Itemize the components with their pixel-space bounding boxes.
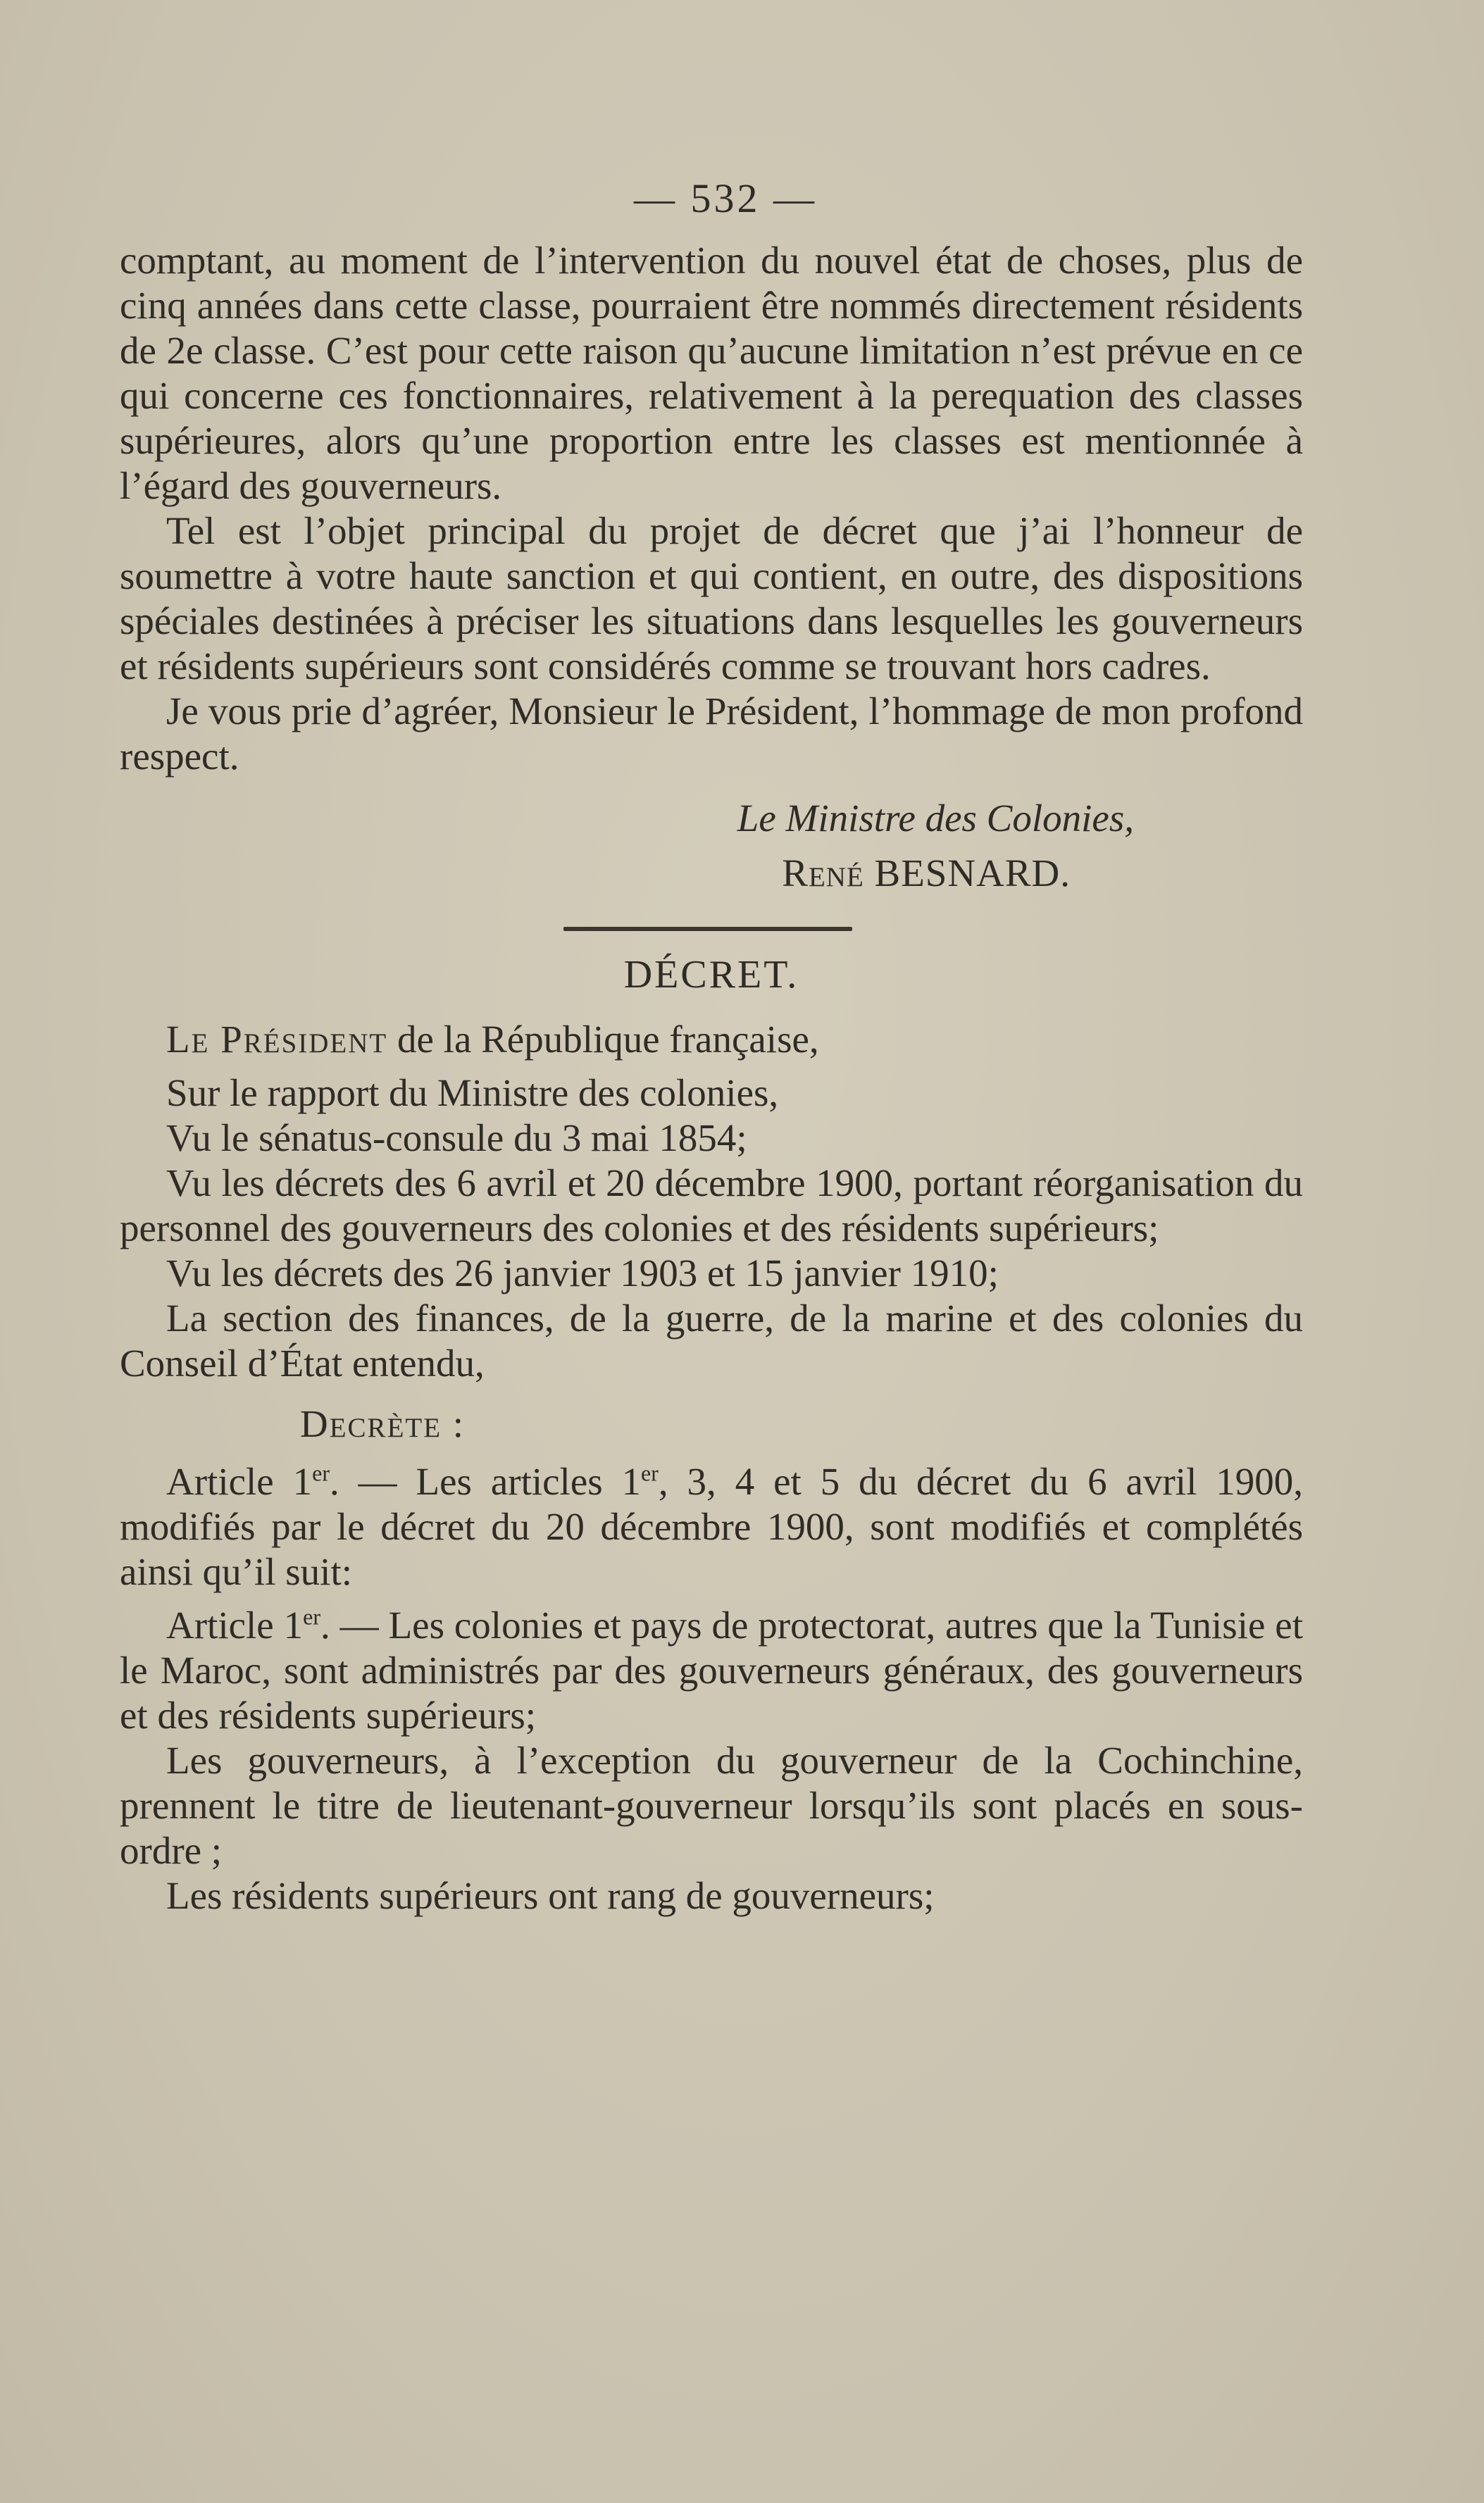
inner-article-sup: er xyxy=(303,1604,320,1630)
article-1-label: Article 1 xyxy=(166,1460,313,1503)
page-number: — 532 — xyxy=(634,175,817,221)
letter-paragraph-2: Tel est l’objet principal du projet de décret que j’ai l’honneur de soumettre à votre haute sanction et qui contient, en outre, des dispositions spéciales destinées à préciser les situations dans lesquelles les gouverneurs et résidents supérieurs sont considérés comme se trouvant hors cadres. xyxy=(120,509,1303,687)
article-1-text: , 3, 4 et 5 du décret du 6 avril 1900, modifiés par le décret du 20 décembre 1900, sont modifiés et complétés ainsi qu’il suit: xyxy=(120,1460,1303,1593)
considerant-5: La section des finances, de la guerre, de la marine et des colonies du Conseil d’État entendu, xyxy=(120,1297,1303,1385)
letter-paragraph-3: Je vous prie d’agréer, Monsieur le Président, l’hommage de mon profond respect. xyxy=(120,689,1303,778)
inner-article-1 xyxy=(120,1603,1303,1738)
considerant-1: Sur le rapport du Ministre des colonies, xyxy=(166,1071,779,1114)
considerant-2: Vu le sénatus-consule du 3 mai 1854; xyxy=(166,1116,747,1159)
considerant-3: Vu les décrets des 6 avril et 20 décembre 1900, portant réorganisation du personnel des gouverneurs des colonies et des résidents supérieurs; xyxy=(120,1161,1303,1249)
article-1-sup2: er xyxy=(641,1460,659,1486)
signature-title: Le Ministre des Colonies, xyxy=(737,797,1134,839)
signature-name: René BESNARD. xyxy=(782,851,1071,894)
paragraph-residents: Les résidents supérieurs ont rang de gouverneurs; xyxy=(166,1874,935,1917)
inner-article-label: Article 1 xyxy=(166,1604,304,1647)
divider-rule xyxy=(563,927,852,931)
president-rest: de la République française, xyxy=(387,1018,819,1061)
paragraph-gouverneurs: Les gouverneurs, à l’exception du gouverneur de la Cochinchine, prennent le titre de lieutenant-gouverneur lorsqu’ils sont placés en sous-ordre ; xyxy=(120,1739,1303,1872)
article-1-mid: . — Les articles 1 xyxy=(329,1460,642,1503)
president-label: Le Président xyxy=(166,1018,388,1061)
inner-article-text: . — Les colonies et pays de protectorat, autres que la Tunisie et le Maroc, sont administrés par des gouverneurs généraux, des gouverneurs et des résidents supérieurs; xyxy=(120,1604,1303,1737)
letter-paragraph-1: comptant, au moment de l’intervention du nouvel état de choses, plus de cinq années dans cette classe, pourraient être nommés directement résidents de 2e classe. C’est pour cette raison qu’aucune limitation n’est prévue en ce qui concerne ces fonctionnaires, relativement à la perequation des classes supérieures, alors qu’une proportion entre les classes est mentionnée à l’égard des gouverneurs. xyxy=(120,239,1303,507)
article-1 xyxy=(120,1459,1303,1594)
article-1-sup: er xyxy=(312,1460,330,1486)
decrete-label: Decrète : xyxy=(300,1402,466,1445)
decree-title: DÉCRET. xyxy=(623,953,799,997)
text-block xyxy=(120,176,1303,1918)
decree-president xyxy=(120,1017,1303,1062)
considerant-4: Vu les décrets des 26 janvier 1903 et 15 janvier 1910; xyxy=(166,1252,999,1294)
